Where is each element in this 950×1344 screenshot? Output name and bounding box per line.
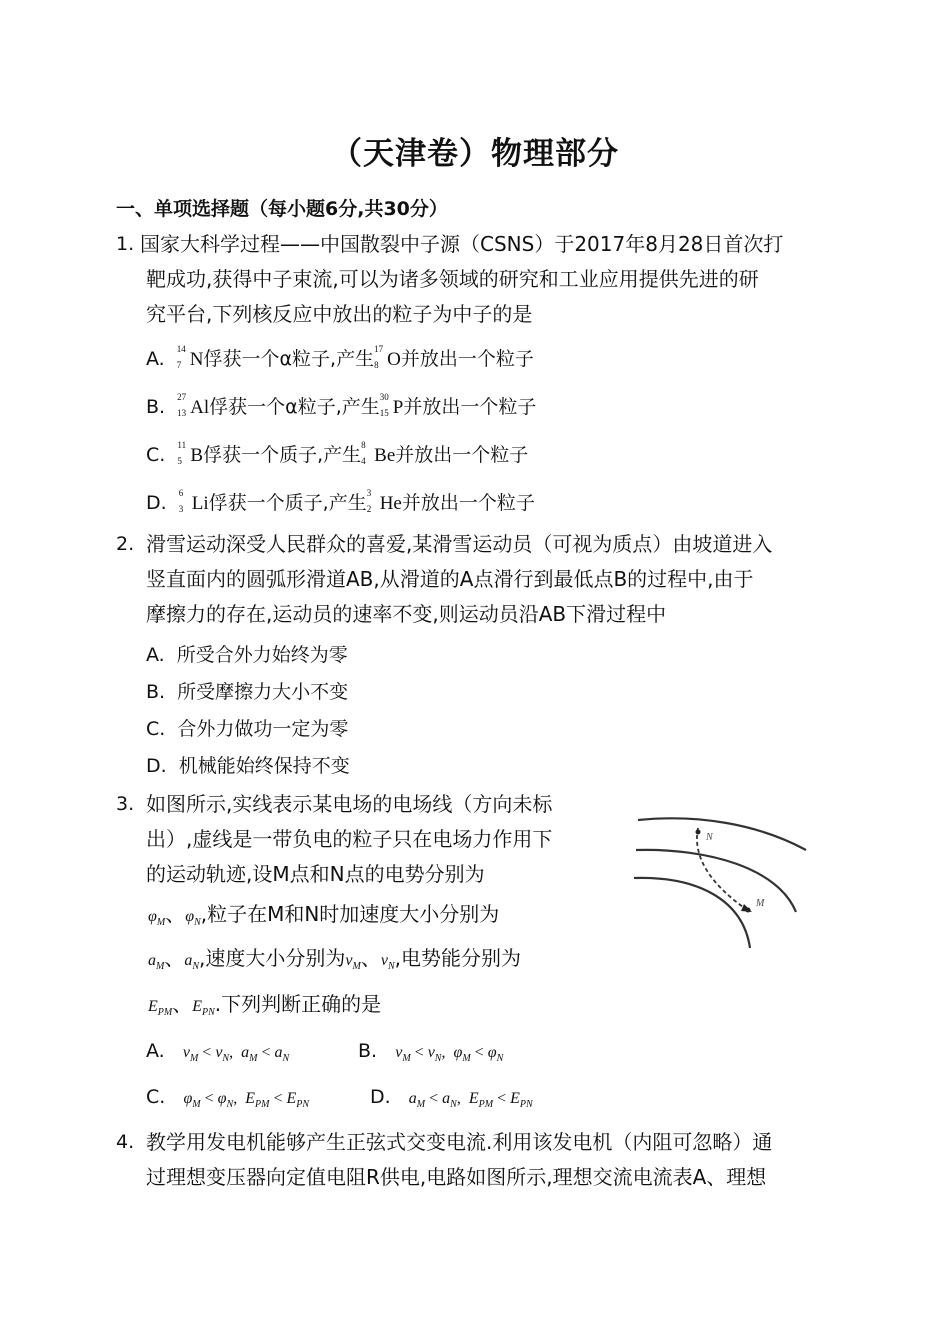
section-heading: 一、单项选择题（每小题6分,共30分） — [116, 198, 448, 220]
option-c: C. 合外力做功一定为零 — [146, 718, 349, 740]
question-text-line: $E_{PM}$、$E_{PN}$.下列判断正确的是 — [148, 992, 382, 1019]
field-lines-figure — [628, 808, 808, 956]
label-n: N — [706, 832, 713, 843]
arrow-head-icon — [741, 904, 752, 912]
option-c: C. $\varphi_M < \varphi_N$, $E_{PM} < E_{PN}$ — [146, 1086, 310, 1111]
question-number: 4. — [116, 1131, 135, 1153]
question-text-line: 竖直面内的圆弧形滑道AB,从滑道的A点滑行到最低点B的过程中,由于 — [146, 567, 754, 591]
question-text-line: 出）,虚线是一带负电的粒子只在电场力作用下 — [146, 827, 553, 851]
option-b: B. 所受摩擦力大小不变 — [146, 681, 349, 703]
option-d: D. $a_M < a_N$, $E_{PM} < E_{PN}$ — [370, 1086, 533, 1111]
option-a: A. $v_M < v_N$, $a_M < a_N$ — [146, 1040, 290, 1065]
option-d: D. 6 3 Li俘获一个质子,产生 3 2 He并放出一个粒子 — [146, 488, 535, 514]
option-b: B. $v_M < v_N$, $\varphi_M < \varphi_N$ — [358, 1040, 504, 1065]
option-a: A. 所受合外力始终为零 — [146, 644, 348, 666]
question-text-line: $\varphi_M$、$\varphi_N$,粒子在M和N时加速度大小分别为 — [148, 902, 500, 929]
nuclide: 14 7 N — [176, 344, 204, 370]
field-line-top — [638, 818, 806, 850]
nuclide: 6 3 Li — [178, 488, 209, 514]
option-a: A. 14 7 N俘获一个α粒子,产生 17 8 O并放出一个粒子 — [146, 344, 534, 370]
trajectory-dashed — [697, 828, 750, 912]
question-text-line: 究平台,下列核反应中放出的粒子为中子的是 — [146, 302, 533, 326]
question-text-line: 摩擦力的存在,运动员的速率不变,则运动员沿AB下滑过程中 — [146, 602, 667, 626]
page-title: （天津卷）物理部分 — [331, 136, 619, 172]
nuclide: 3 2 He — [366, 488, 402, 514]
question-text-line: 如图所示,实线表示某电场的电场线（方向未标 — [146, 792, 553, 816]
field-line-middle — [636, 850, 796, 912]
question-text-line: 国家大科学过程——中国散裂中子源（CSNS）于2017年8月28日首次打 — [140, 232, 784, 256]
nuclide: 27 13 Al — [177, 392, 210, 418]
field-line-bottom — [634, 878, 750, 948]
option-b: B. 27 13 Al俘获一个α粒子,产生 30 15 P并放出一个粒子 — [146, 392, 537, 418]
nuclide: 17 8 O — [374, 344, 401, 370]
option-d: D. 机械能始终保持不变 — [146, 755, 350, 777]
nuclide: 30 15 P — [379, 392, 404, 418]
nuclide: 8 4 Be — [361, 440, 396, 466]
question-text-line: 过理想变压器向定值电阻R供电,电路如图所示,理想交流电流表A、理想 — [146, 1165, 767, 1189]
question-number: 3. — [116, 793, 135, 815]
question-text-line: 的运动轨迹,设M点和N点的电势分别为 — [146, 862, 485, 886]
question-number: 2. — [116, 533, 135, 555]
question-text-line: $a_M$、$a_N$,速度大小分别为$v_M$、$v_N$,电势能分别为 — [148, 946, 521, 973]
question-text-line: 滑雪运动深受人民群众的喜爱,某滑雪运动员（可视为质点）由坡道进入 — [146, 532, 773, 556]
question-text-line: 靶成功,获得中子束流,可以为诸多领域的研究和工业应用提供先进的研 — [146, 267, 759, 291]
option-c: C. 11 5 B俘获一个质子,产生 8 4 Be并放出一个粒子 — [146, 440, 529, 466]
point-n — [696, 830, 701, 835]
nuclide: 11 5 B — [177, 440, 204, 466]
question-number: 1. — [116, 233, 135, 255]
label-m: M — [756, 898, 765, 909]
question-text-line: 教学用发电机能够产生正弦式交变电流.利用该发电机（内阻可忽略）通 — [146, 1130, 773, 1154]
